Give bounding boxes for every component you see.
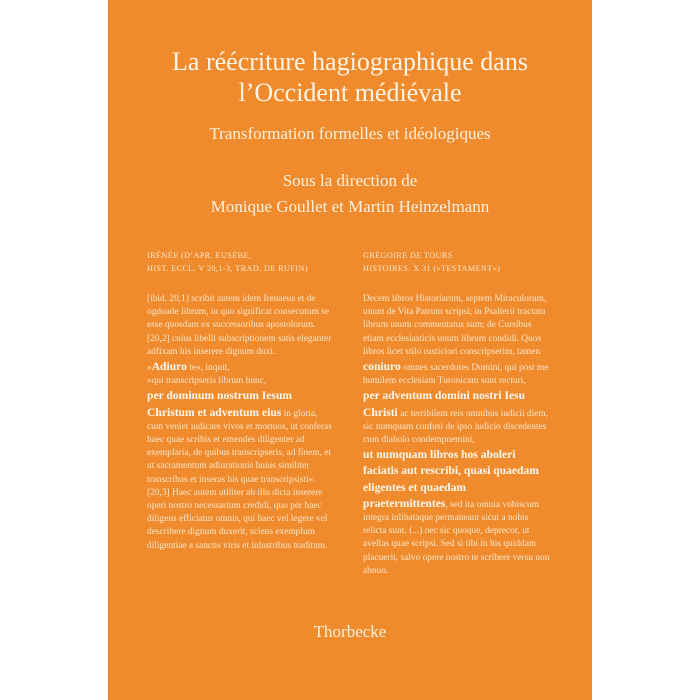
editors (108, 168, 592, 220)
left-paragraph-2-rest: te«, inquit, (186, 363, 230, 374)
left-column-heading (147, 249, 335, 275)
emphasis-per-adventum: per adventum domini nostri Iesu Christi (363, 389, 526, 419)
book-cover (108, 0, 592, 700)
right-paragraph-2-rest: omnes sacerdotes Domini, qui post me humilem ecclesiam Turonicam sunt recturi, (363, 363, 549, 387)
left-paragraph-4-rest: in gloria, cum veniet iudicare vivos et mortuos, ut conferas haec quae scribis et emendes diligenter ad exemplaria, de quibus transcripseris, ad finem, et ut sacramentum adiurationis huius similiter transcribas et inseras his quae transcripsisti«. (147, 408, 332, 485)
right-paragraph-4-rest: , sed ita omnia vobiscum integra inlibataque permaneant sicut a nobis relicta sunt. (...) nec sic quoque, deprecor, ut avellas quae scripsi. Sed si tibi in his quiddam placuerit, salvo opere nostro te scribere versu non abnuo. (363, 499, 550, 576)
left-paragraph-5: [20,3] Haec autem utiliter ab illo dicta inserere operi nostro necessarium credidi, quo per haec diligens efficiatur omnis, qui haec vel legere vel describere dignum duxerit, sciens exemplum diligentiae a sanctis viris et inlustribus traditum. (147, 487, 328, 551)
right-paragraph-1: Decem libros Historiarum, septem Miraculorum, unum de Vita Patrum scripsi; in Psalterii tractatu librum unum commentatus sum; de Cursibus etiam ecclesiasticis unum librum condidi. Quos libros licet stilo rusticiori conscripserim, tamen (363, 294, 547, 357)
emphasis-per-dominum: per dominum nostrum Iesum Christum et adventum eius (147, 389, 293, 419)
left-heading-line-2: HIST. ECCL. V 20,1-3, TRAD. DE RUFIN) (147, 264, 308, 273)
emphasis-coniuro: coniuro (363, 360, 401, 374)
right-text-column (363, 249, 551, 578)
right-heading-line-2: HISTOIRES. X 31 (»TESTAMENT«) (363, 264, 501, 273)
left-paragraph-2 (147, 359, 335, 375)
left-paragraph-1: [ibid. 20,1] scribit autem idem Irenaeus et de ogdoade librum, in quo significat consecutum se esse quosdam ex successoribus apostolorum. [20,2] cuius libelli subscriptionem satis eleganter adfixam his inserere dignum duxi. (147, 294, 332, 357)
right-paragraph-4 (363, 447, 551, 578)
right-paragraph-3-rest: ac terribilem reis omnibus iudicii diem, sic numquam confusi de ipso iudicio discedentes cum diabolo condempnemini, (363, 408, 549, 446)
emphasis-ut-numquam: ut numquam libros hos aboleri faciatis aut rescribi, quasi quaedam eligentes et quaedam praetermittentes (363, 448, 539, 510)
book-title (108, 46, 592, 108)
left-heading-line-1: IRÉNÉE (D’APR. EUSÈBE, (147, 251, 252, 260)
title-line-1: La réécriture hagiographique dans (172, 47, 528, 76)
direction-label: Sous la direction de (282, 171, 418, 190)
right-column-heading (363, 249, 551, 275)
quote-mark: » (147, 363, 152, 374)
right-paragraph-3 (363, 388, 551, 447)
left-text-column (147, 249, 335, 553)
book-subtitle: Transformation formelles et idéologiques (209, 124, 491, 143)
left-paragraph-4 (147, 388, 335, 486)
right-heading-line-1: GRÉGOIRE DE TOURS (363, 251, 453, 260)
editor-names: Monique Goullet et Martin Heinzelmann (210, 197, 490, 216)
left-paragraph-3: »qui transcripseris librum hunc, (147, 376, 267, 387)
publisher-name: Thorbecke (313, 622, 387, 641)
title-line-2: l’Occident médiévale (238, 78, 462, 107)
right-paragraph-2 (363, 359, 551, 388)
emphasis-adiuro: Adiuro (151, 360, 187, 374)
